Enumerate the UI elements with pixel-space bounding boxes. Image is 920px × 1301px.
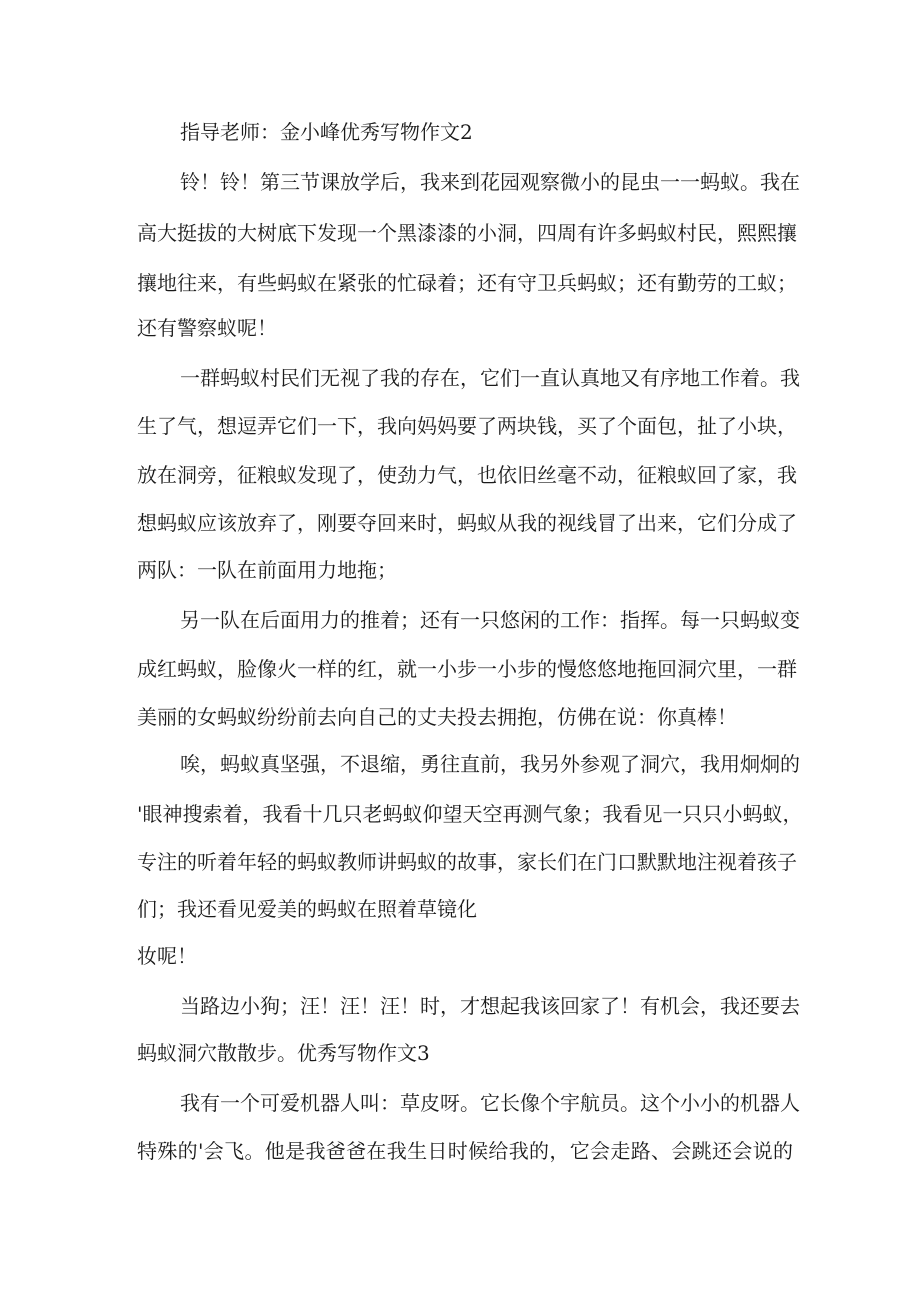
text-line: 我有一个可爱机器人叫：草皮呀。它长像个宇航员。这个小小的机器人 bbox=[180, 1091, 800, 1115]
text-line: '眼神搜索着，我看十几只老蚂蚁仰望天空再测气象；我看见一只只小蚂蚁， bbox=[137, 802, 803, 826]
text-line: 想蚂蚁应该放弃了，刚要夺回来时，蚂蚁从我的视线冒了出来，它们分成了 bbox=[137, 511, 797, 535]
text-line: 另一队在后面用力的推着；还有一只悠闲的工作：指挥。每一只蚂蚁变 bbox=[180, 608, 800, 632]
text-line: 唉，蚂蚁真坚强，不退缩，勇往直前，我另外参观了洞穴，我用炯炯的 bbox=[180, 752, 800, 776]
text-line: 妆呢！ bbox=[137, 944, 197, 968]
heading-line: 指导老师：金小峰优秀写物作文2 bbox=[180, 120, 473, 144]
text-line: 特殊的'会飞。他是我爸爸在我生日时候给我的，它会走路、会跳还会说的 bbox=[137, 1139, 793, 1163]
text-line: 蚂蚁洞穴散散步。优秀写物作文3 bbox=[137, 1041, 430, 1065]
text-line: 铃！铃！第三节课放学后，我来到花园观察微小的昆虫一一蚂蚁。我在 bbox=[180, 170, 800, 194]
text-line: 一群蚂蚁村民们无视了我的存在，它们一直认真地又有序地工作着。我 bbox=[180, 366, 800, 390]
text-line: 们；我还看见爱美的蚂蚁在照着草镜化 bbox=[137, 897, 477, 921]
text-line: 美丽的女蚂蚁纷纷前去向自己的丈夫投去拥抱，仿佛在说：你真棒！ bbox=[137, 705, 737, 729]
text-line: 成红蚂蚁，脸像火一样的红，就一小步一小步的慢悠悠地拖回洞穴里，一群 bbox=[137, 657, 797, 681]
text-line: 高大挺拔的大树底下发现一个黑漆漆的小洞，四周有许多蚂蚁村民，熙熙攘 bbox=[137, 221, 797, 245]
text-line: 生了气，想逗弄它们一下，我向妈妈要了两块钱，买了个面包，扯了小块， bbox=[137, 414, 797, 438]
text-line: 两队：一队在前面用力地拖； bbox=[137, 558, 397, 582]
text-line: 当路边小狗；汪！汪！汪！时，才想起我该回家了！有机会，我还要去 bbox=[180, 994, 800, 1018]
text-line: 攘地往来，有些蚂蚁在紧张的忙碌着；还有守卫兵蚂蚁；还有勤劳的工蚁； bbox=[137, 271, 797, 295]
text-line: 放在洞旁，征粮蚁发现了，使劲力气，也依旧丝毫不动，征粮蚁回了家，我 bbox=[137, 463, 797, 487]
text-line: 还有警察蚁呢！ bbox=[137, 316, 277, 340]
text-line: 专注的听着年轻的蚂蚁教师讲蚂蚁的故事，家长们在门口默默地注视着孩子 bbox=[137, 850, 797, 874]
